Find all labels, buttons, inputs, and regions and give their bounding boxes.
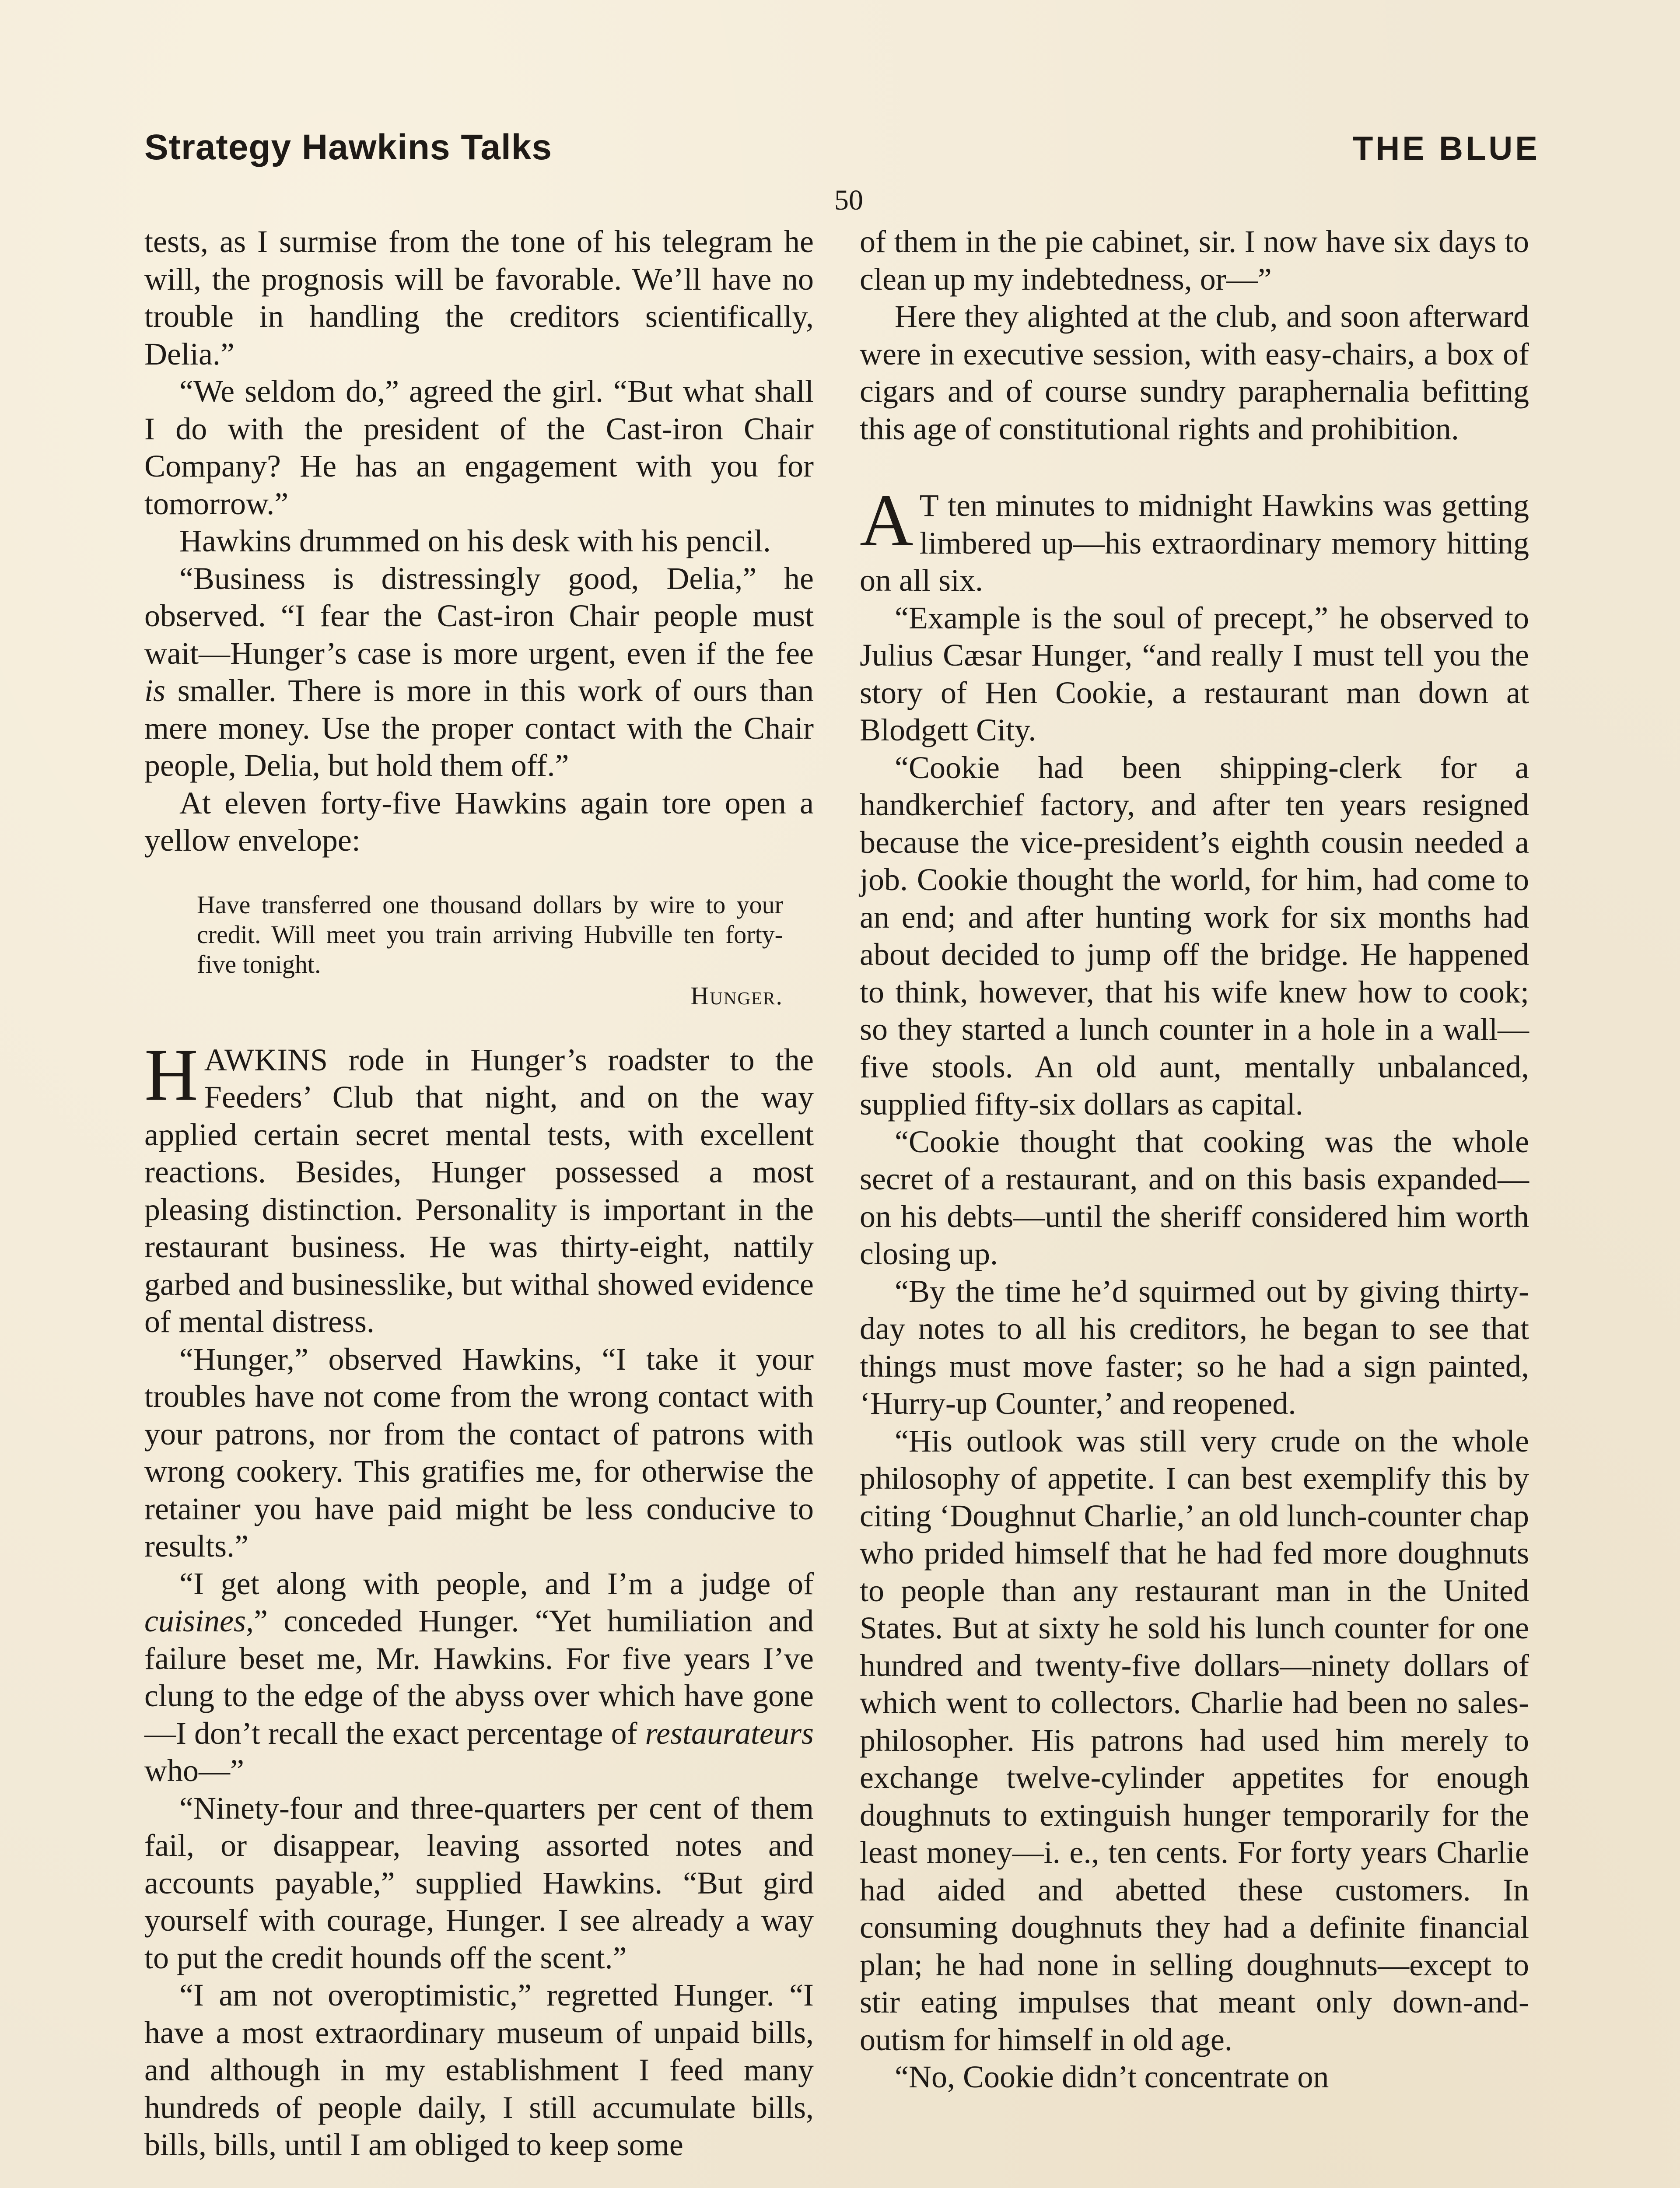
running-title: Strategy Hawkins Talks bbox=[144, 127, 552, 167]
text-run: ” conceded Hunger. “Yet humiliation and failure beset me, Mr. Hawkins. For five years I’ve clung to the edge of the abyss over which have gone—I don’t recall the exact percentage of bbox=[144, 1603, 814, 1751]
paragraph: “Cookie had been shipping-clerk for a handkerchief factory, and after ten years resigned because the vice-president’s eighth cousin needed a job. Cookie thought the world, for him, had come to an end; and after hunting work for six months had about decided to jump off the bridge. He happened to think, however, that his wife knew how to cook; so they started a lunch counter in a hole in a wall—five stools. An old aunt, mentally unbalanced, supplied fifty-six dollars as capital. bbox=[860, 750, 1529, 1122]
telegram-signature: Hunger. bbox=[690, 981, 783, 1010]
text-run: “I get along with people, and I’m a judge of bbox=[179, 1566, 814, 1601]
italic-text: cuisines, bbox=[144, 1603, 254, 1638]
paragraph: At eleven forty-five Hawkins again tore open a yellow envelope: bbox=[144, 785, 814, 858]
paragraph: “No, Cookie didn’t concentrate on bbox=[895, 2059, 1329, 2094]
paragraph bbox=[144, 1565, 814, 1790]
telegram bbox=[197, 890, 783, 1011]
italic-text: restaurateurs bbox=[645, 1715, 814, 1751]
text-run: AWKINS rode in Hunger’s roadster to the Feeders’ Club that night, and on the way applied certain secret mental tests, with excellent reactions. Besides, Hunger possessed a most pleasing distinction. Personality is important in the restaurant business. He was thirty-eight, nattily garbed and businesslike, but withal showed evidence of mental distress. bbox=[144, 1042, 814, 1339]
drop-cap: H bbox=[144, 1033, 198, 1116]
italic-text: is bbox=[144, 673, 166, 708]
paragraph: of them in the pie cabinet, sir. I now have six days to clean up my indebtedness, or—” bbox=[860, 224, 1529, 297]
paragraph: tests, as I surmise from the tone of his telegram he will, the prognosis will be favorable. We’ll have no trouble in handling the creditors scientifically, Delia.” bbox=[144, 224, 814, 372]
text-run: who—” bbox=[144, 1753, 244, 1788]
left-column bbox=[144, 223, 814, 2164]
section-paragraph bbox=[860, 479, 1529, 600]
paragraph: “Cookie thought that cooking was the whole secret of a restaurant, and on this basis expanded—on his debts—until the sheriff considered him worth closing up. bbox=[860, 1124, 1529, 1271]
text-run: “Business is distressingly good, Delia,” he observed. “I fear the Cast-iron Chair people must wait—Hunger’s case is more urgent, even if the fee bbox=[144, 561, 814, 671]
page-number: 50 bbox=[834, 184, 863, 216]
paragraph: Here they alighted at the club, and soon afterward were in executive session, with easy-chairs, a box of cigars and of course sundry paraphernalia befitting this age of constitutional rights and prohibition. bbox=[860, 299, 1529, 446]
right-column bbox=[860, 223, 1529, 2096]
section-paragraph bbox=[144, 1033, 814, 1341]
paragraph: “By the time he’d squirmed out by giving thirty-day notes to all his creditors, he began to see that things must move faster; so he had a sign painted, ‘Hurry-up Counter,’ and reopened. bbox=[860, 1273, 1529, 1421]
paragraph: “Ninety-four and three-quarters per cent of them fail, or disappear, leaving assorted notes and accounts payable,” supplied Hawkins. “But gird yourself with courage, Hunger. I see already a way to put the credit hounds off the scent.” bbox=[144, 1790, 814, 1975]
paragraph: “Hunger,” observed Hawkins, “I take it your troubles have not come from the wrong contact with your patrons, nor from the contact of patrons with wrong cookery. This gratifies me, for otherwise the retainer you have paid might be less conducive to results.” bbox=[144, 1341, 814, 1564]
paragraph bbox=[144, 560, 814, 785]
text-run: smaller. There is more in this work of ours than mere money. Use the proper contact with the Chair people, Delia, but hold them off.” bbox=[144, 673, 814, 783]
text-run: T ten minutes to midnight Hawkins was getting limbered up—his extraordinary memory hitting on all six. bbox=[860, 488, 1529, 598]
paragraph: Hawkins drummed on his desk with his pencil. bbox=[179, 523, 771, 558]
paragraph: “Example is the soul of precept,” he observed to Julius Cæsar Hunger, “and really I must tell you the story of Hen Cookie, a restaurant man down at Blodgett City. bbox=[860, 600, 1529, 747]
paragraph: “We seldom do,” agreed the girl. “But what shall I do with the president of the Cast-iron Chair Company? He has an engagement with you for tomorrow.” bbox=[144, 374, 814, 521]
paragraph: “His outlook was still very crude on the whole philosophy of appetite. I can best exemplify this by citing ‘Doughnut Charlie,’ an old lunch-counter chap who prided himself that he had fed more doughnuts to people than any restaurant man in the United States. But at sixty he sold his lunch counter for one hundred and twenty-five dollars—ninety dollars of which went to collectors. Charlie had been no sales-philosopher. His patrons had used him merely to exchange twelve-cylinder appetites for enough doughnuts to extinguish hunger temporarily for the least money—i. e., ten cents. For forty years Charlie had aided and abetted these customers. In consuming doughnuts they had a definite financial plan; he had none in selling doughnuts—except to stir eating impulses that meant only down-and-outism for himself in old age. bbox=[860, 1423, 1529, 2057]
telegram-body: Have transferred one thousand dollars by wire to your credit. Will meet you train arriving Hubville ten forty-five tonight. bbox=[197, 890, 783, 978]
paragraph: “I am not overoptimistic,” regretted Hunger. “I have a most extraordinary museum of unpaid bills, and although in my establishment I feed many hundreds of people daily, I still accumulate bills, bills, bills, until I am obliged to keep some bbox=[144, 1978, 814, 2162]
drop-cap: A bbox=[860, 479, 914, 561]
magazine-title: THE BLUE bbox=[1353, 130, 1540, 167]
